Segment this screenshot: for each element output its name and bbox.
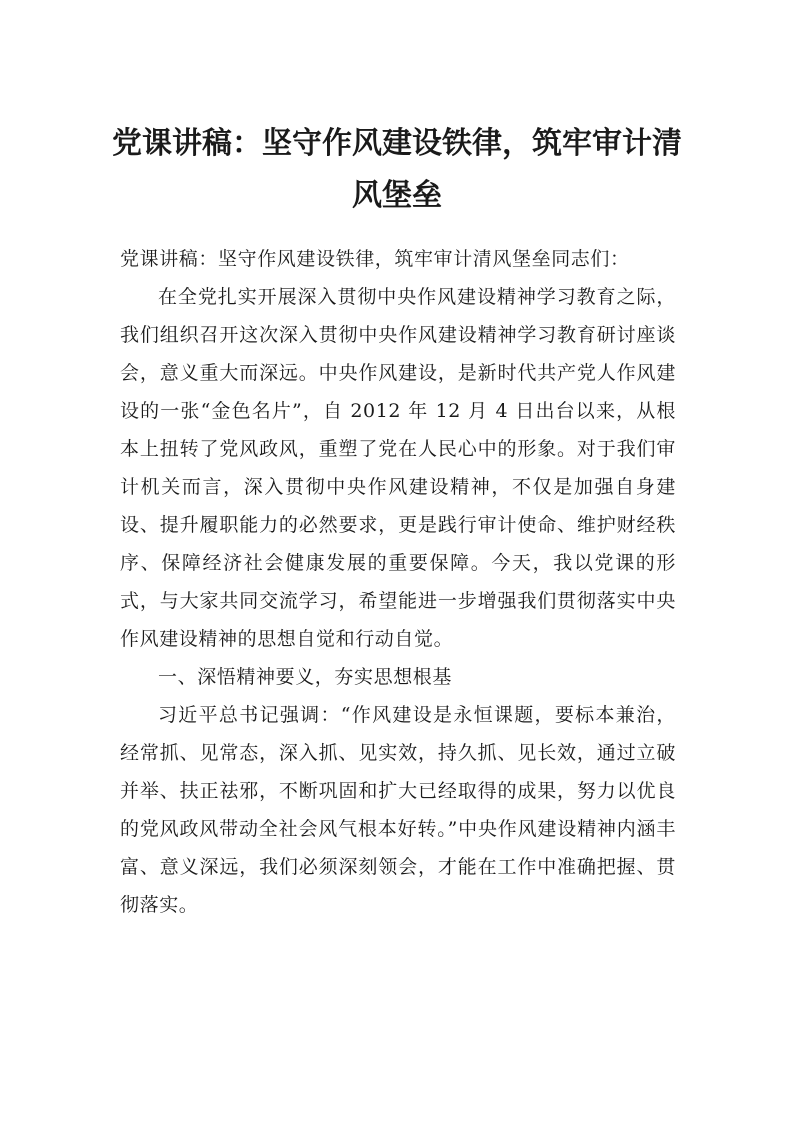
opening-line: 党课讲稿：坚守作风建设铁律，筑牢审计清风堡垒同志们： — [120, 248, 630, 270]
document-body — [120, 240, 676, 924]
section-paragraph-1: 习近平总书记强调：“作风建设是永恒课题，要标本兼治，经常抓、见常态，深入抓、见实效，持久抓、见长效，通过立破并举、扶正祛邪，不断巩固和扩大已经取得的成果，努力以优良的党风政风带动全社会风气根本好转。”中央作风建设精神内涵丰富、意义深远，我们必须深刻领会，才能在工作中准确把握、贯彻落实。 — [120, 704, 676, 916]
intro-paragraph: 在全党扎实开展深入贯彻中央作风建设精神学习教育之际，我们组织召开这次深入贯彻中央作风建设精神学习教育研讨座谈会，意义重大而深远。中央作风建设，是新时代共产党人作风建设的一张“金色名片”，自 2012 年 12 月 4 日出台以来，从根本上扭转了党风政风，重塑了党在人民心中的形象。对于我们审计机关而言，深入贯彻中央作风建设精神，不仅是加强自身建设、提升履职能力的必然要求，更是践行审计使命、维护财经秩序、保障经济社会健康发展的重要保障。今天，我以党课的形式，与大家共同交流学习，希望能进一步增强我们贯彻落实中央作风建设精神的思想自觉和行动自觉。 — [120, 286, 676, 650]
document-title: 党课讲稿：坚守作风建设铁律，筑牢审计清风堡垒 — [112, 126, 682, 213]
section-heading-1: 一、深悟精神要义，夯实思想根基 — [158, 666, 453, 688]
